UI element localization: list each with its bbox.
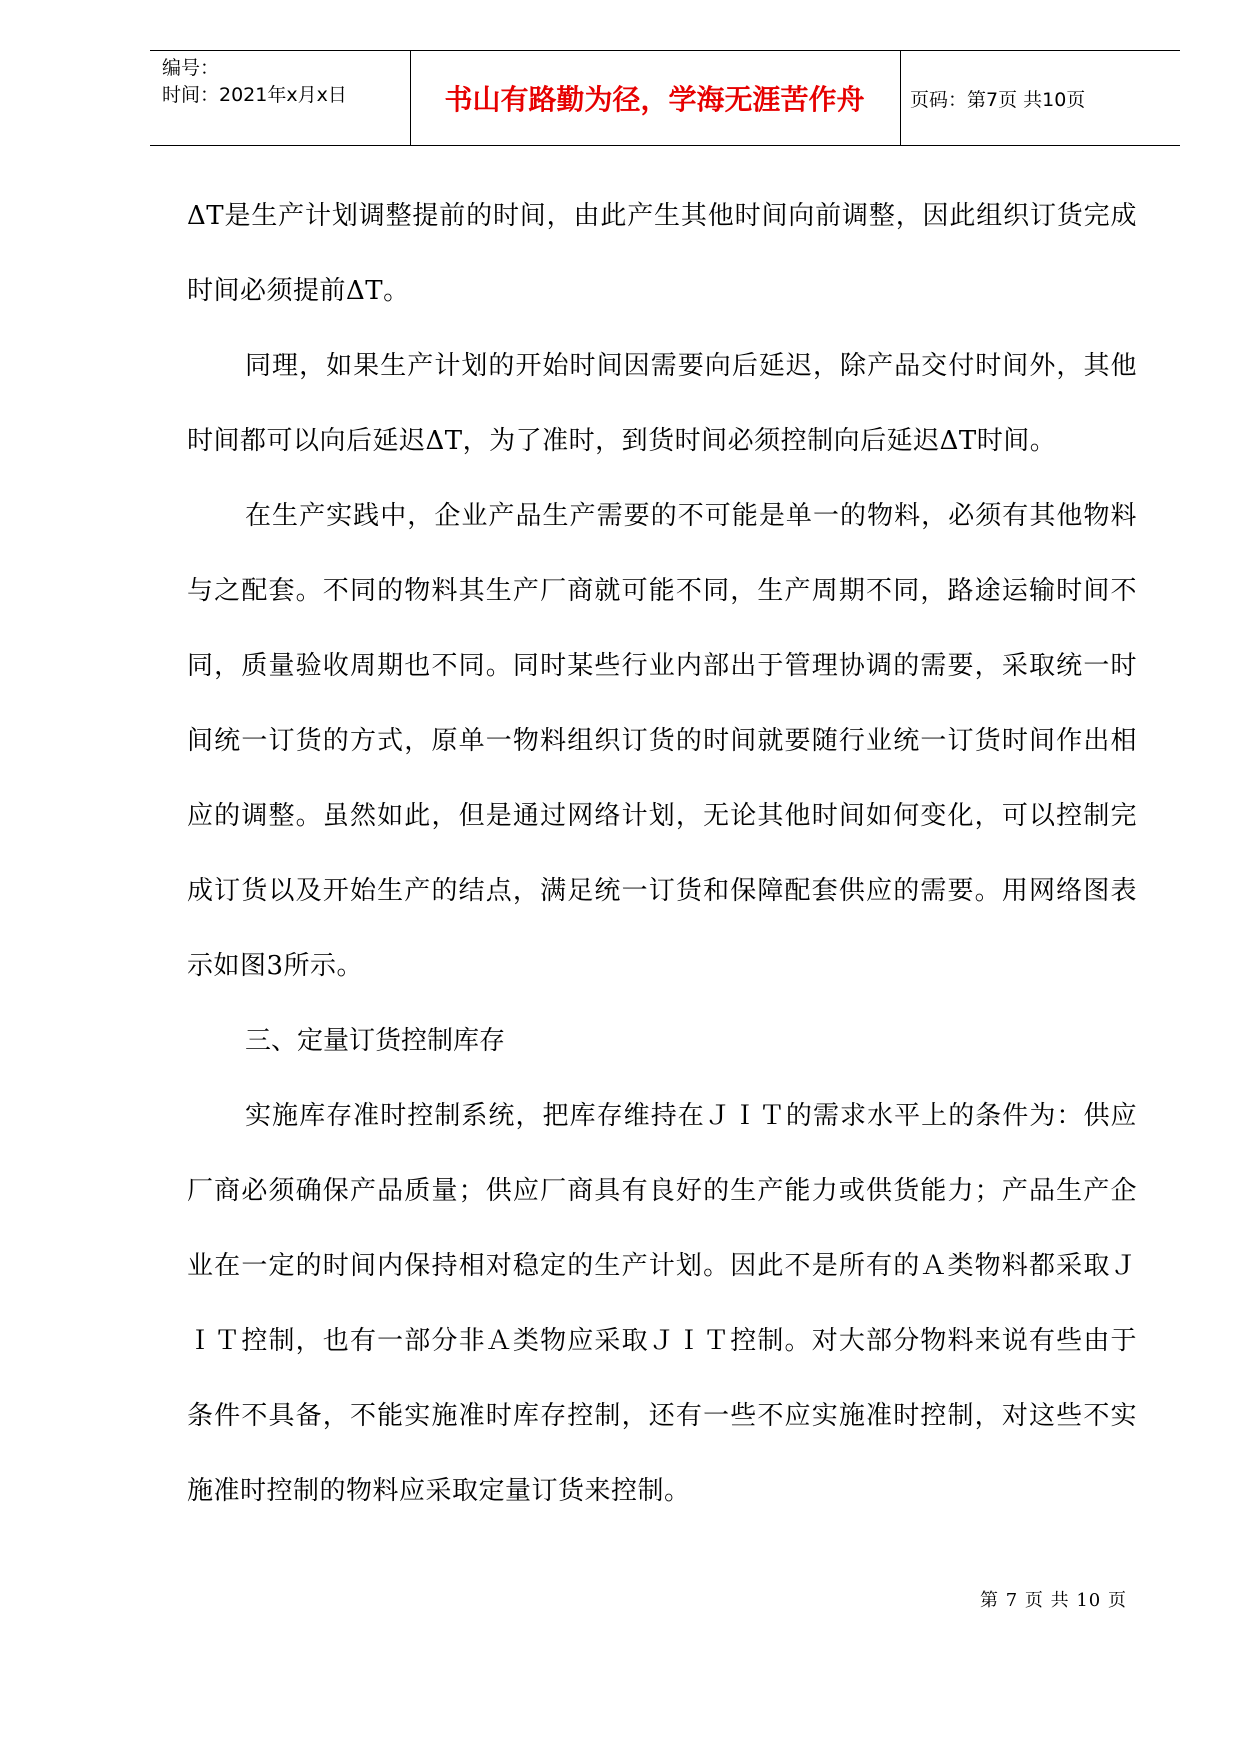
body-paragraph: 同理，如果生产计划的开始时间因需要向后延迟，除产品交付时间外，其他时间都可以向后延迟ΔT，为了准时，到货时间必须控制向后延迟ΔT时间。: [187, 351, 1137, 456]
header-divider: [900, 51, 901, 145]
document-body: [187, 179, 1137, 1529]
header-divider: [410, 51, 411, 145]
section-heading: 三、定量订货控制库存: [245, 1026, 506, 1056]
serial-number-label: 编号：: [162, 57, 220, 79]
body-paragraph: 实施库存准时控制系统，把库存维持在ＪＩＴ的需求水平上的条件为：供应厂商必须确保产品质量；供应厂商具有良好的生产能力或供货能力；产品生产企业在一定的时间内保持相对稳定的生产计划。因此不是所有的Ａ类物料都采取ＪＩＴ控制，也有一部分非Ａ类物应采取ＪＩＴ控制。对大部分物料来说有些由于条件不具备，不能实施准时库存控制，还有一些不应实施准时控制，对这些不实施准时控制的物料应采取定量订货来控制。: [187, 1101, 1137, 1506]
date-label: 时间：2021年x月x日: [162, 84, 347, 106]
body-paragraph: ΔT是生产计划调整提前的时间，由此产生其他时间向前调整，因此组织订货完成时间必须提前ΔT。: [187, 201, 1137, 306]
page-footer: 第 7 页 共 10 页: [980, 1590, 1127, 1611]
header-page-code: 页码：第7页 共10页: [910, 88, 1086, 111]
page-header: [150, 50, 1180, 146]
body-paragraph: 在生产实践中，企业产品生产需要的不可能是单一的物料，必须有其他物料与之配套。不同的物料其生产厂商就可能不同，生产周期不同，路途运输时间不同，质量验收周期也不同。同时某些行业内部出于管理协调的需要，采取统一时间统一订货的方式，原单一物料组织订货的时间就要随行业统一订货时间作出相应的调整。虽然如此，但是通过网络计划，无论其他时间如何变化，可以控制完成订货以及开始生产的结点，满足统一订货和保障配套供应的需要。用网络图表示如图3所示。: [187, 501, 1137, 981]
header-motto: 书山有路勤为径，学海无涯苦作舟: [444, 83, 865, 116]
